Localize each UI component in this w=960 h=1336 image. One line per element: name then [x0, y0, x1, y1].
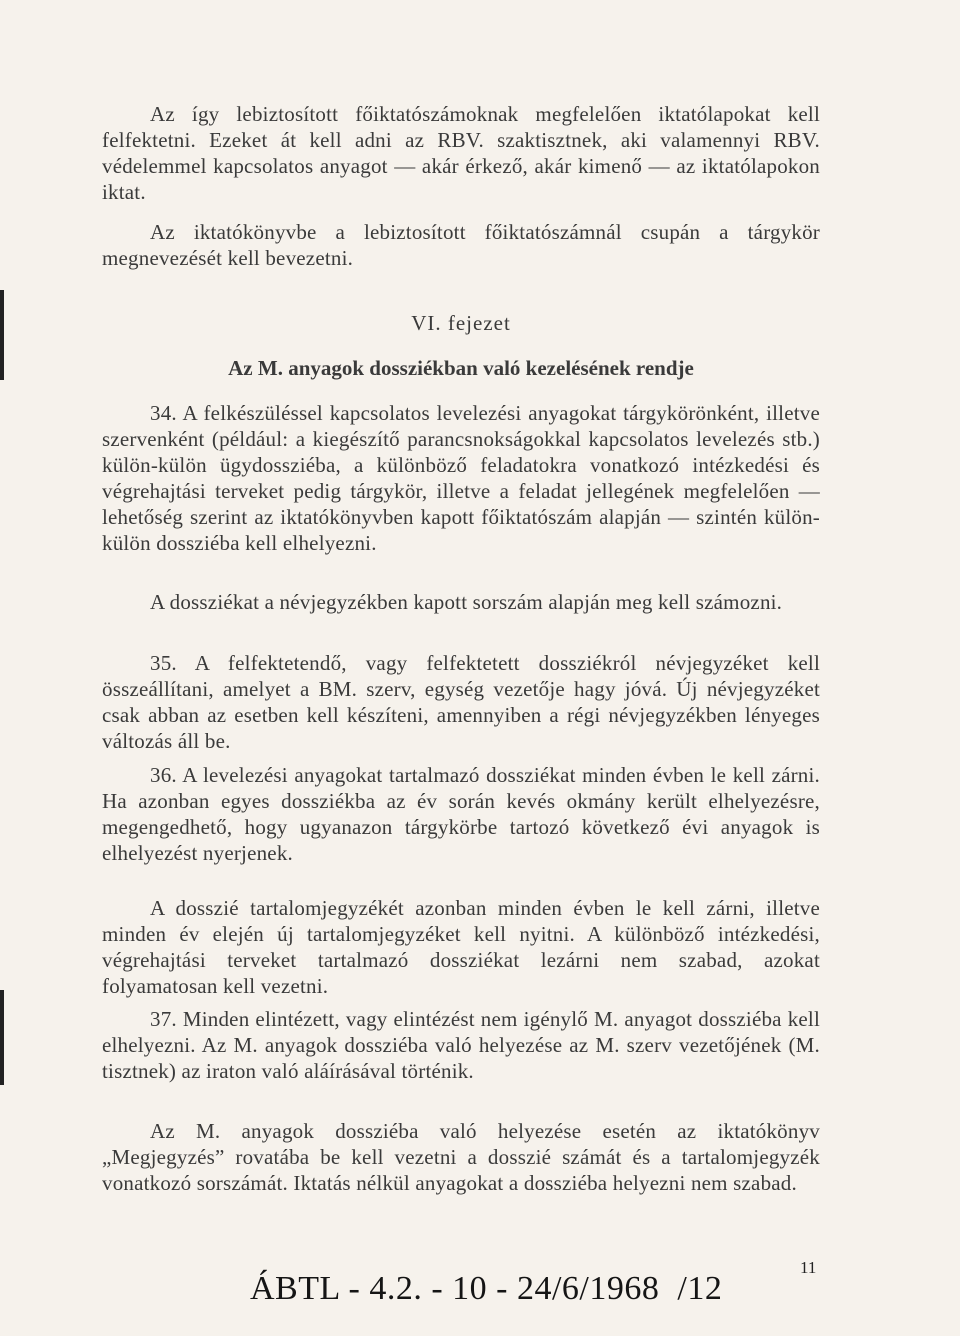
- chapter-number: VI. fejezet: [411, 311, 511, 335]
- section-37-registry-paragraph: Az M. anyagok dossziéba való helyezése esetén az iktatókönyv „Megjegyzés” rovatába be kell vezetni a dosszié számát és a tartalomjegyzék vonatkozó sorszámát. Iktatás nélkül anyagokat a dossziéba helyezni nem szabad.: [102, 1119, 820, 1195]
- section-36-table-of-contents-paragraph: A dosszié tartalomjegyzékét azonban minden évben le kell zárni, illetve minden év elején új tartalomjegyzéket kell nyitni. A különböző intézkedési, végrehajtási terveket tartalmazó dossziékat lezárni nem szabad, azokat folyamatosan kell vezetni.: [102, 896, 820, 998]
- archive-reference-stamp: ÁBTL - 4.2. - 10 - 24/6/1968 /12: [250, 1270, 723, 1307]
- intro-paragraph-2: Az iktatókönyvbe a lebiztosított főiktatószámnál csupán a tárgykör megnevezését kell bevezetni.: [102, 220, 820, 270]
- section-36-paragraph: 36. A levelezési anyagokat tartalmazó dossziékat minden évben le kell zárni. Ha azonban egyes dossziékba az év során kevés okmány került elhelyezésre, megengedhető, hogy ugyanazon tárgykörbe tartozó következő évi anyagok is elhelyezést nyerjenek.: [102, 763, 820, 865]
- scan-edge-mark: [0, 290, 4, 380]
- scan-edge-mark: [0, 990, 4, 1085]
- chapter-title: Az M. anyagok dossziékban való kezelésének rendje: [228, 356, 694, 380]
- intro-paragraph-1: Az így lebiztosított főiktatószámoknak megfelelően iktatólapokat kell felfektetni. Ezeket át kell adni az RBV. szaktisztnek, aki valamennyi RBV. védelemmel kapcsolatos anyagot — akár érkező, akár kimenő — az iktatólapokon iktat.: [102, 102, 820, 204]
- page-number: 11: [800, 1258, 817, 1277]
- section-34-numbering-paragraph: A dossziékat a névjegyzékben kapott sorszám alapján meg kell számozni.: [150, 590, 783, 614]
- section-34-paragraph: 34. A felkészüléssel kapcsolatos levelezési anyagokat tárgykörönként, illetve szervenként (például: a kiegészítő parancsnokságokkal kapcsolatos levelezés stb.) külön-külön ügydossziéba, a különböző feladatokra vonatkozó intézkedési és végrehajtási terveket pedig tárgykör, illetve a feladat jellegének megfelelően — lehetőség szerint az iktatókönyvben kapott főiktatószám alapján — szintén külön-külön dossziéba kell elhelyezni.: [102, 401, 820, 555]
- section-35-paragraph: 35. A felfektetendő, vagy felfektetett dossziékról névjegyzéket kell összeállítani, amelyet a BM. szerv, egység vezetője hagy jóvá. Új névjegyzéket csak abban az esetben kell készíteni, amennyiben a régi névjegyzékben lényeges változás áll be.: [102, 651, 820, 753]
- section-37-paragraph: 37. Minden elintézett, vagy elintézést nem igénylő M. anyagot dossziéba kell elhelyezni. Az M. anyagok dossziéba való helyezése az M. szerv vezetőjének (M. tisztnek) az iraton való aláírásával történik.: [102, 1007, 820, 1083]
